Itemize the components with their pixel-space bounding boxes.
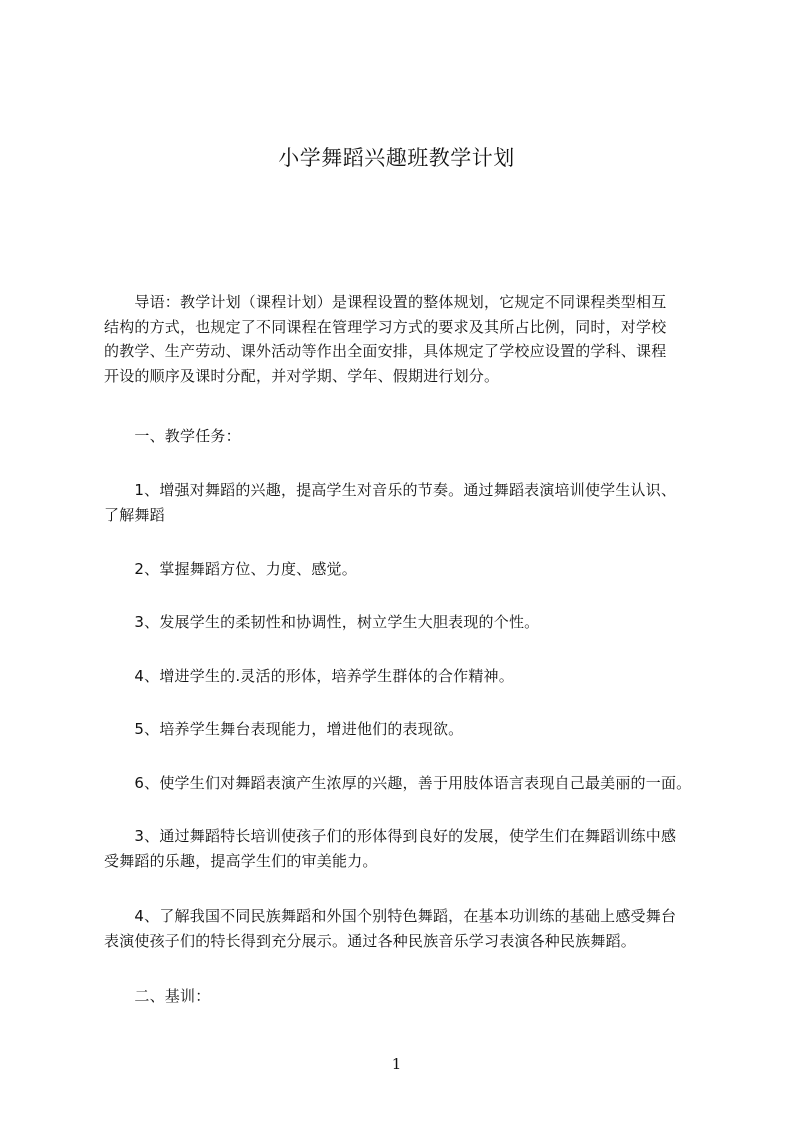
task-item-7-line-2: 受舞蹈的乐趣，提高学生们的审美能力。 — [104, 851, 378, 870]
intro-line-2: 结构的方式，也规定了不同课程在管理学习方式的要求及其所占比例，同时，对学校 — [104, 317, 667, 336]
page-number: 1 — [391, 1055, 402, 1073]
task-item-1-line-2: 了解舞蹈 — [104, 505, 165, 524]
section-heading-1: 一、教学任务： — [104, 427, 241, 445]
task-item-8-line-2: 表演使孩子们的特长得到充分展示。通过各种民族音乐学习表演各种民族舞蹈。 — [104, 931, 637, 950]
task-item-1-line-1: 1、增强对舞蹈的兴趣，提高学生对音乐的节奏。通过舞蹈表演培训使学生认识、 — [104, 481, 677, 499]
intro-line-3: 的教学、生产劳动、课外活动等作出全面安排，具体规定了学校应设置的学科、课程 — [104, 342, 667, 360]
task-item-6: 6、使学生们对舞蹈表演产生浓厚的兴趣，善于用肢体语言表现自己最美丽的一面。 — [104, 774, 692, 792]
task-item-8 — [104, 904, 704, 953]
task-item-1 — [104, 478, 704, 527]
intro-line-4: 开设的顺序及课时分配，并对学期、学年、假期进行划分。 — [104, 366, 500, 385]
task-item-7 — [104, 824, 704, 873]
task-item-4: 4、增进学生的.灵活的形体，培养学生群体的合作精神。 — [104, 667, 514, 685]
task-item-7-line-1: 3、通过舞蹈特长培训使孩子们的形体得到良好的发展，使学生们在舞蹈训练中感 — [104, 827, 677, 845]
task-item-5: 5、培养学生舞台表现能力，增进他们的表现欲。 — [104, 720, 464, 738]
section-heading-2: 二、基训： — [104, 987, 211, 1005]
document-title: 小学舞蹈兴趣班教学计划 — [278, 146, 515, 170]
task-item-8-line-1: 4、了解我国不同民族舞蹈和外国个别特色舞蹈，在基本功训练的基础上感受舞台 — [104, 907, 677, 925]
intro-paragraph — [104, 290, 704, 388]
task-item-3: 3、发展学生的柔韧性和协调性，树立学生大胆表现的个性。 — [104, 613, 540, 631]
task-item-2: 2、掌握舞蹈方位、力度、感觉。 — [104, 560, 357, 578]
intro-line-1: 导语：教学计划（课程计划）是课程设置的整体规划，它规定不同课程类型相互 — [104, 293, 667, 311]
